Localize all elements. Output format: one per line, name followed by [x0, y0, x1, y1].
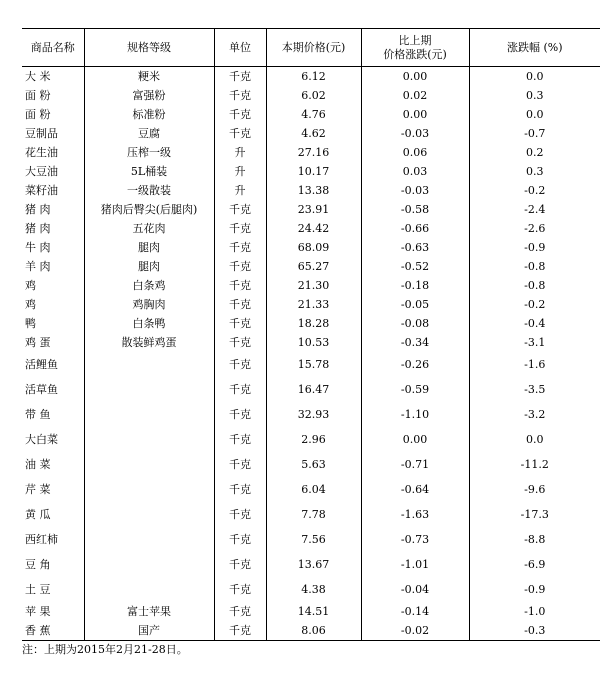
cell-spec-grade	[84, 577, 214, 602]
cell-product-name: 芹 菜	[25, 483, 51, 496]
header-price-change-line1: 比上期	[398, 33, 432, 47]
cell-spec-grade: 散装鲜鸡蛋	[84, 333, 214, 352]
table-row	[22, 200, 600, 219]
cell-spec-grade	[84, 452, 214, 477]
cell-change-percent: 0.0	[469, 105, 600, 124]
table-row	[22, 181, 600, 200]
cell-price-change: -1.63	[361, 502, 469, 527]
cell-price-change: 0.00	[361, 67, 469, 87]
cell-price-change: 0.00	[361, 105, 469, 124]
cell-spec-grade: 白条鸭	[84, 314, 214, 333]
cell-change-percent: -0.3	[469, 621, 600, 641]
cell-spec-grade	[84, 402, 214, 427]
cell-product-name: 猪 肉	[25, 222, 51, 235]
cell-unit: 千克	[214, 86, 266, 105]
cell-spec-grade	[84, 377, 214, 402]
cell-change-percent: -0.9	[469, 238, 600, 257]
cell-product-name: 大 米	[25, 70, 51, 83]
cell-change-percent: 0.3	[469, 86, 600, 105]
cell-spec-grade: 富士苹果	[84, 602, 214, 621]
cell-spec-grade	[84, 527, 214, 552]
cell-price-change: -0.03	[361, 181, 469, 200]
table-row	[22, 577, 600, 602]
cell-spec-grade: 五花肉	[84, 219, 214, 238]
cell-product-name: 羊 肉	[25, 260, 51, 273]
cell-change-percent: -3.5	[469, 377, 600, 402]
cell-product-name: 鸡 蛋	[25, 336, 51, 349]
price-table	[22, 28, 600, 641]
cell-product-name: 花生油	[25, 146, 58, 159]
price-table-container	[22, 28, 600, 641]
cell-unit: 升	[214, 143, 266, 162]
cell-price-change: -0.14	[361, 602, 469, 621]
cell-unit: 千克	[214, 295, 266, 314]
cell-price-change: -0.03	[361, 124, 469, 143]
cell-unit: 千克	[214, 577, 266, 602]
cell-current-price: 10.17	[266, 162, 361, 181]
cell-unit: 千克	[214, 200, 266, 219]
cell-change-percent: -3.1	[469, 333, 600, 352]
cell-current-price: 65.27	[266, 257, 361, 276]
cell-spec-grade	[84, 427, 214, 452]
cell-unit: 千克	[214, 105, 266, 124]
cell-price-change: -0.26	[361, 352, 469, 377]
cell-change-percent: -0.8	[469, 276, 600, 295]
cell-change-percent: -17.3	[469, 502, 600, 527]
cell-product-name: 黄 瓜	[25, 508, 51, 521]
cell-product-name: 苹 果	[25, 605, 51, 618]
cell-price-change: 0.00	[361, 427, 469, 452]
cell-change-percent: -1.0	[469, 602, 600, 621]
cell-spec-grade: 一级散装	[84, 181, 214, 200]
cell-change-percent: -8.8	[469, 527, 600, 552]
cell-unit: 千克	[214, 377, 266, 402]
cell-product-name: 牛 肉	[25, 241, 51, 254]
cell-unit: 千克	[214, 552, 266, 577]
table-row	[22, 502, 600, 527]
header-current-price: 本期价格(元)	[266, 29, 361, 67]
cell-unit: 升	[214, 181, 266, 200]
table-row	[22, 621, 600, 641]
table-row	[22, 527, 600, 552]
table-row	[22, 552, 600, 577]
cell-current-price: 4.38	[266, 577, 361, 602]
cell-current-price: 2.96	[266, 427, 361, 452]
cell-change-percent: -2.6	[469, 219, 600, 238]
cell-current-price: 7.78	[266, 502, 361, 527]
table-row	[22, 427, 600, 452]
cell-change-percent: -6.9	[469, 552, 600, 577]
cell-unit: 千克	[214, 402, 266, 427]
cell-price-change: 0.02	[361, 86, 469, 105]
cell-unit: 千克	[214, 124, 266, 143]
cell-product-name: 活鲤鱼	[25, 358, 58, 371]
cell-change-percent: -0.7	[469, 124, 600, 143]
cell-spec-grade: 鸡胸肉	[84, 295, 214, 314]
cell-spec-grade: 豆腐	[84, 124, 214, 143]
cell-spec-grade: 5L桶装	[84, 162, 214, 181]
cell-spec-grade: 腿肉	[84, 238, 214, 257]
cell-spec-grade	[84, 552, 214, 577]
cell-current-price: 21.30	[266, 276, 361, 295]
cell-current-price: 6.12	[266, 67, 361, 87]
table-row	[22, 143, 600, 162]
table-row	[22, 105, 600, 124]
cell-unit: 千克	[214, 314, 266, 333]
cell-current-price: 18.28	[266, 314, 361, 333]
header-spec-grade: 规格等级	[84, 29, 214, 67]
cell-spec-grade	[84, 502, 214, 527]
cell-change-percent: 0.2	[469, 143, 600, 162]
cell-price-change: -1.01	[361, 552, 469, 577]
cell-change-percent: 0.0	[469, 427, 600, 452]
cell-current-price: 4.62	[266, 124, 361, 143]
cell-spec-grade: 粳米	[84, 67, 214, 87]
cell-change-percent: -0.8	[469, 257, 600, 276]
cell-current-price: 68.09	[266, 238, 361, 257]
cell-spec-grade	[84, 477, 214, 502]
cell-price-change: 0.06	[361, 143, 469, 162]
cell-unit: 千克	[214, 527, 266, 552]
cell-change-percent: -0.2	[469, 181, 600, 200]
cell-product-name: 香 蕉	[22, 621, 84, 641]
cell-current-price: 27.16	[266, 143, 361, 162]
cell-unit: 千克	[214, 477, 266, 502]
cell-price-change: -0.73	[361, 527, 469, 552]
cell-spec-grade: 压榨一级	[84, 143, 214, 162]
header-change-percent: 涨跌幅 (%)	[469, 29, 600, 67]
cell-price-change: -0.04	[361, 577, 469, 602]
cell-price-change: -0.02	[361, 621, 469, 641]
cell-current-price: 10.53	[266, 333, 361, 352]
cell-unit: 千克	[214, 352, 266, 377]
cell-product-name: 大豆油	[25, 165, 58, 178]
table-header-row	[22, 29, 600, 67]
table-row	[22, 257, 600, 276]
cell-change-percent: -0.2	[469, 295, 600, 314]
cell-unit: 千克	[214, 502, 266, 527]
cell-current-price: 23.91	[266, 200, 361, 219]
cell-product-name: 鸡	[25, 279, 42, 292]
cell-change-percent: -0.4	[469, 314, 600, 333]
cell-current-price: 8.06	[266, 621, 361, 641]
table-row	[22, 314, 600, 333]
cell-price-change: 0.03	[361, 162, 469, 181]
cell-price-change: -0.63	[361, 238, 469, 257]
cell-product-name: 鸡	[25, 298, 42, 311]
cell-product-name: 大白菜	[25, 433, 58, 446]
cell-price-change: -0.08	[361, 314, 469, 333]
table-row	[22, 352, 600, 377]
cell-current-price: 32.93	[266, 402, 361, 427]
header-price-change-line2: 价格涨跌(元)	[383, 47, 447, 61]
cell-current-price: 4.76	[266, 105, 361, 124]
cell-product-name: 豆 角	[25, 558, 51, 571]
table-row	[22, 219, 600, 238]
cell-current-price: 15.78	[266, 352, 361, 377]
cell-current-price: 7.56	[266, 527, 361, 552]
cell-product-name: 豆制品	[25, 127, 58, 140]
cell-current-price: 13.67	[266, 552, 361, 577]
cell-spec-grade: 猪肉后臀尖(后腿肉)	[84, 200, 214, 219]
cell-product-name: 活草鱼	[25, 383, 58, 396]
cell-change-percent: -9.6	[469, 477, 600, 502]
table-row	[22, 124, 600, 143]
cell-unit: 千克	[214, 621, 266, 641]
cell-price-change: -0.64	[361, 477, 469, 502]
cell-price-change: -0.58	[361, 200, 469, 219]
cell-product-name: 猪 肉	[25, 203, 51, 216]
cell-unit: 千克	[214, 427, 266, 452]
cell-spec-grade: 国产	[84, 621, 214, 641]
table-row	[22, 295, 600, 314]
cell-product-name: 带 鱼	[25, 408, 51, 421]
cell-spec-grade: 白条鸡	[84, 276, 214, 295]
table-row	[22, 602, 600, 621]
cell-unit: 千克	[214, 67, 266, 87]
cell-price-change: -0.52	[361, 257, 469, 276]
cell-current-price: 6.02	[266, 86, 361, 105]
cell-current-price: 13.38	[266, 181, 361, 200]
cell-product-name: 土 豆	[25, 583, 51, 596]
cell-spec-grade: 标准粉	[84, 105, 214, 124]
cell-unit: 千克	[214, 333, 266, 352]
table-row	[22, 67, 600, 87]
cell-unit: 升	[214, 162, 266, 181]
cell-unit: 千克	[214, 602, 266, 621]
table-row	[22, 86, 600, 105]
table-row	[22, 238, 600, 257]
header-unit: 单位	[214, 29, 266, 67]
table-row	[22, 162, 600, 181]
cell-product-name: 西红柿	[25, 533, 58, 546]
cell-change-percent: -2.4	[469, 200, 600, 219]
cell-change-percent: 0.3	[469, 162, 600, 181]
cell-change-percent: -1.6	[469, 352, 600, 377]
table-row	[22, 477, 600, 502]
cell-unit: 千克	[214, 238, 266, 257]
cell-product-name: 鸭	[25, 317, 42, 330]
header-price-change	[361, 29, 469, 67]
cell-change-percent: -3.2	[469, 402, 600, 427]
cell-price-change: -0.34	[361, 333, 469, 352]
cell-unit: 千克	[214, 452, 266, 477]
cell-current-price: 5.63	[266, 452, 361, 477]
cell-product-name: 面 粉	[25, 108, 51, 121]
cell-product-name: 油 菜	[25, 458, 51, 471]
cell-current-price: 16.47	[266, 377, 361, 402]
cell-price-change: -0.05	[361, 295, 469, 314]
cell-current-price: 24.42	[266, 219, 361, 238]
cell-price-change: -1.10	[361, 402, 469, 427]
header-product-name: 商品名称	[22, 29, 84, 67]
cell-change-percent: 0.0	[469, 67, 600, 87]
table-row	[22, 402, 600, 427]
table-row	[22, 333, 600, 352]
cell-price-change: -0.71	[361, 452, 469, 477]
table-row	[22, 276, 600, 295]
cell-change-percent: -11.2	[469, 452, 600, 477]
cell-unit: 千克	[214, 276, 266, 295]
cell-current-price: 14.51	[266, 602, 361, 621]
table-body	[22, 67, 600, 641]
footnote: 注：上期为2015年2月21-28日。	[22, 643, 188, 656]
cell-current-price: 21.33	[266, 295, 361, 314]
cell-change-percent: -0.9	[469, 577, 600, 602]
cell-spec-grade: 腿肉	[84, 257, 214, 276]
cell-product-name: 菜籽油	[25, 184, 58, 197]
cell-price-change: -0.18	[361, 276, 469, 295]
table-row	[22, 452, 600, 477]
cell-price-change: -0.59	[361, 377, 469, 402]
cell-unit: 千克	[214, 219, 266, 238]
cell-unit: 千克	[214, 257, 266, 276]
cell-price-change: -0.66	[361, 219, 469, 238]
cell-spec-grade: 富强粉	[84, 86, 214, 105]
cell-spec-grade	[84, 352, 214, 377]
cell-product-name: 面 粉	[25, 89, 51, 102]
cell-current-price: 6.04	[266, 477, 361, 502]
table-row	[22, 377, 600, 402]
